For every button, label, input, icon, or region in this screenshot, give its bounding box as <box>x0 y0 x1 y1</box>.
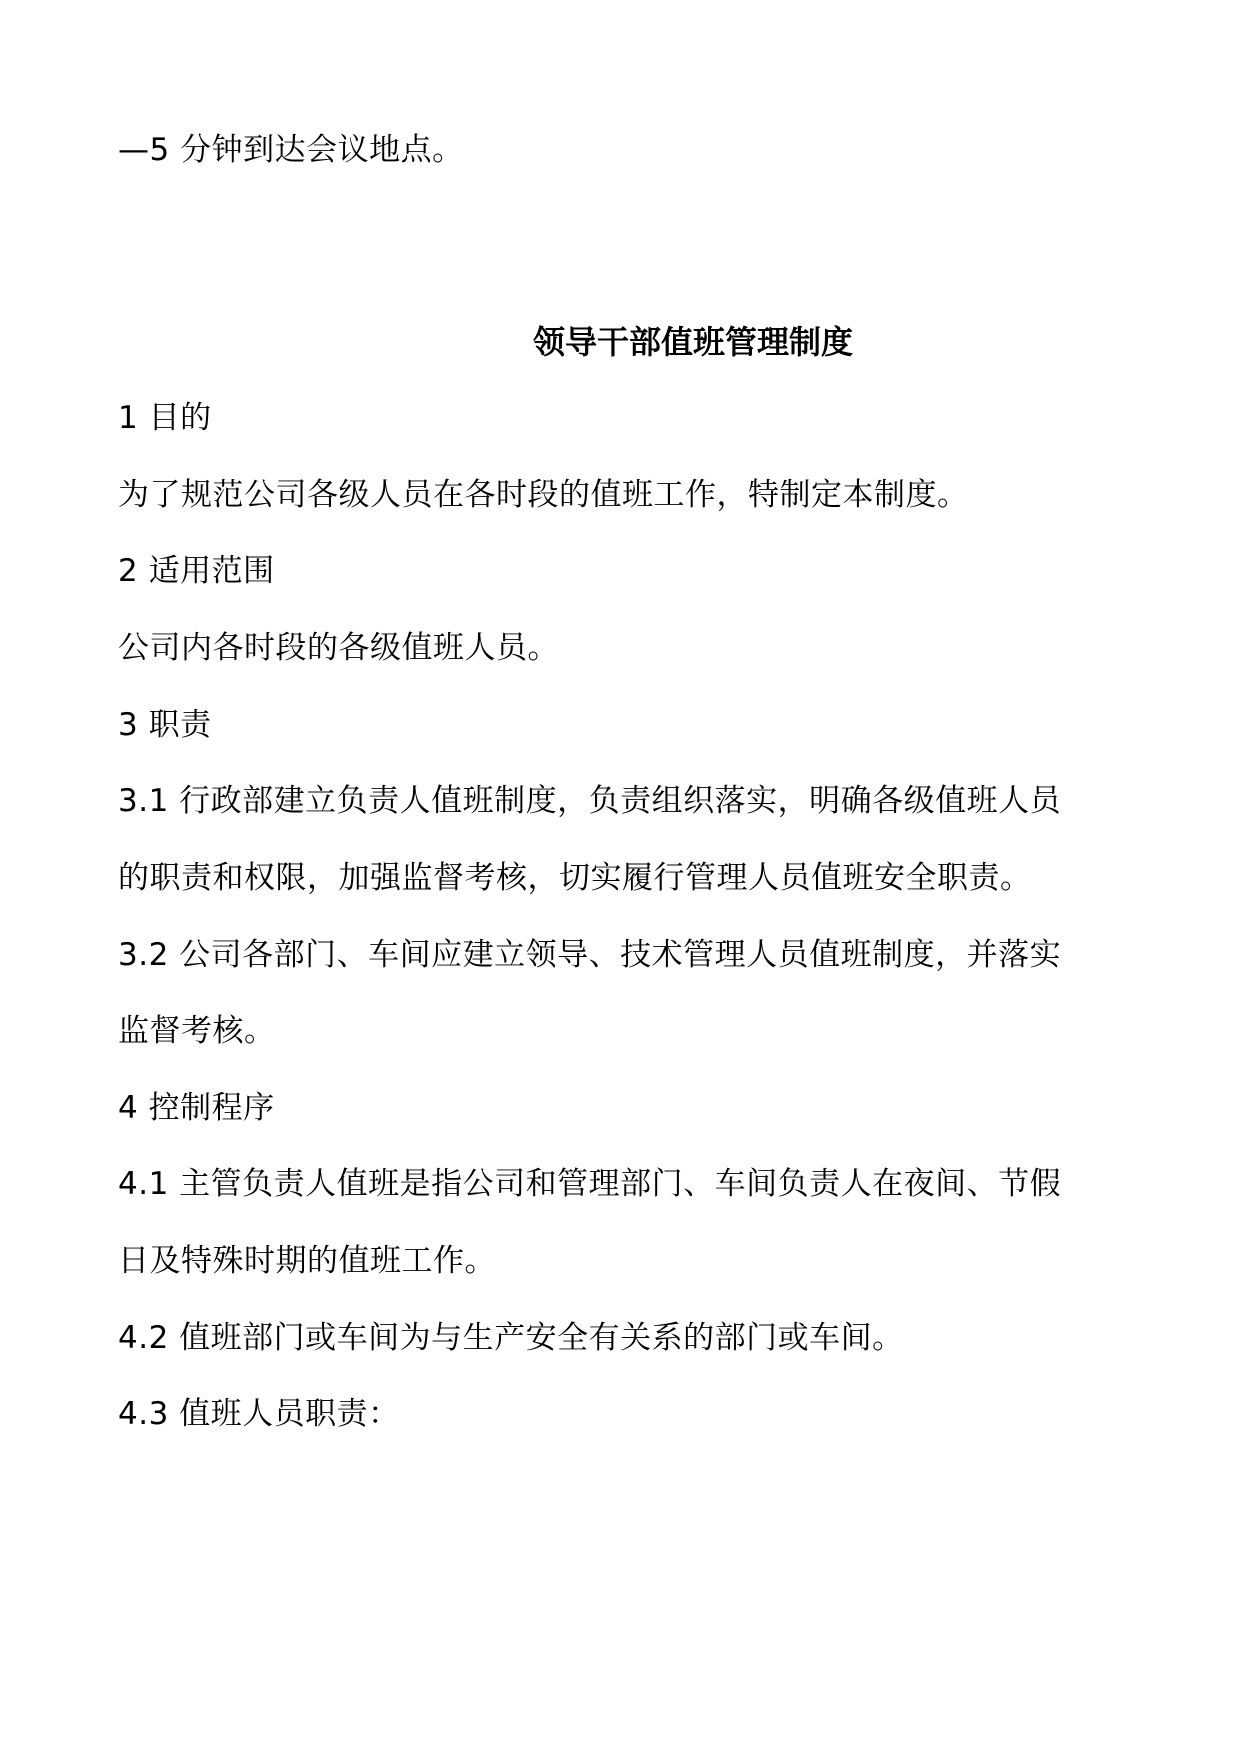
section-heading-scope: 2 适用范围 <box>118 553 275 589</box>
paragraph-4-2: 4.2 值班部门或车间为与生产安全有关系的部门或车间。 <box>118 1320 904 1356</box>
paragraph-3-1-line-1: 3.1 行政部建立负责人值班制度，负责组织落实，明确各级值班人员 <box>118 783 1062 819</box>
continuation-text: —5 分钟到达会议地点。 <box>118 132 464 168</box>
paragraph-3-2-line-1: 3.2 公司各部门、车间应建立领导、技术管理人员值班制度，并落实 <box>118 937 1062 973</box>
document-title: 领导干部值班管理制度 <box>532 323 853 361</box>
paragraph-3-1-line-2: 的职责和权限，加强监督考核，切实履行管理人员值班安全职责。 <box>118 860 1032 896</box>
paragraph-4-1-line-1: 4.1 主管负责人值班是指公司和管理部门、车间负责人在夜间、节假 <box>118 1166 1062 1202</box>
section-heading-control: 4 控制程序 <box>118 1090 275 1126</box>
paragraph-4-3: 4.3 值班人员职责： <box>118 1396 400 1432</box>
paragraph-3-2-line-2: 监督考核。 <box>118 1013 276 1049</box>
paragraph-purpose: 为了规范公司各级人员在各时段的值班工作，特制定本制度。 <box>118 477 969 513</box>
section-heading-purpose: 1 目的 <box>118 400 212 436</box>
paragraph-4-1-line-2: 日及特殊时期的值班工作。 <box>118 1243 496 1279</box>
paragraph-scope: 公司内各时段的各级值班人员。 <box>118 630 559 666</box>
section-heading-duties: 3 职责 <box>118 707 212 743</box>
